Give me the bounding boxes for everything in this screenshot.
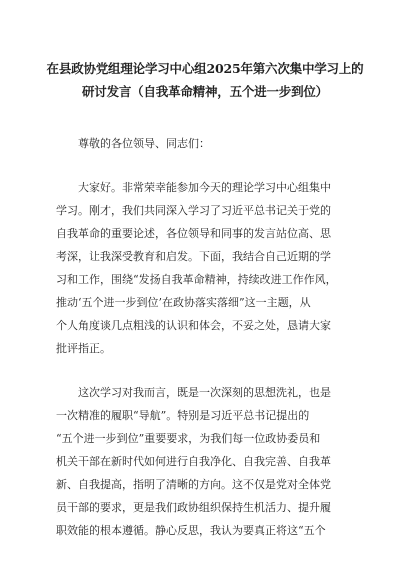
paragraph-line: “五个进一步到位”重要要求，为我们每一位政协委员和 xyxy=(56,432,321,445)
paragraph-line: 员干部的要求，更是我们政协组织保持生机活力、提升履 xyxy=(56,501,331,514)
paragraph-line: 习和工作，围绕“发扬自我革命精神，持续改进工作作风， xyxy=(56,273,337,286)
document-title-line-1: 在县政协党组理论学习中心组2025年第六次集中学习上的 xyxy=(46,61,364,76)
paragraph-line: 批评指正。 xyxy=(56,342,111,355)
paragraph-line: 一次精准的履职“导航”。特别是习近平总书记提出的 xyxy=(56,409,310,422)
paragraph-line: 职效能的根本遵循。静心反思，我认为要真正将这“五个 xyxy=(56,524,326,537)
paragraph-line: 这次学习对我而言，既是一次深刻的思想洗礼，也是 xyxy=(78,386,331,399)
paragraph-line: 个人角度谈几点粗浅的认识和体会，不妥之处，恳请大家 xyxy=(56,319,331,332)
paragraph-line: 机关干部在新时代如何进行自我净化、自我完善、自我革 xyxy=(56,455,331,468)
paragraph-line: 推动‘五个进一步到位’在政协落实落细”这一主题，从 xyxy=(56,296,311,309)
salutation: 尊敬的各位领导、同志们： xyxy=(78,137,210,150)
paragraph-line: 大家好。非常荣幸能参加今天的理论学习中心组集中 xyxy=(78,181,331,194)
document-title-line-2: 研讨发言（自我革命精神，五个进一步到位） xyxy=(81,84,328,99)
paragraph-line: 考深，让我深受教育和启发。下面，我结合自己近期的学 xyxy=(56,250,331,263)
paragraph-line: 新、自我提高，指明了清晰的方向。这不仅是党对全体党 xyxy=(56,478,331,491)
paragraph-line: 学习。刚才，我们共同深入学习了习近平总书记关于党的 xyxy=(56,204,331,217)
paragraph-line: 自我革命的重要论述，各位领导和同事的发言站位高、思 xyxy=(56,227,331,240)
